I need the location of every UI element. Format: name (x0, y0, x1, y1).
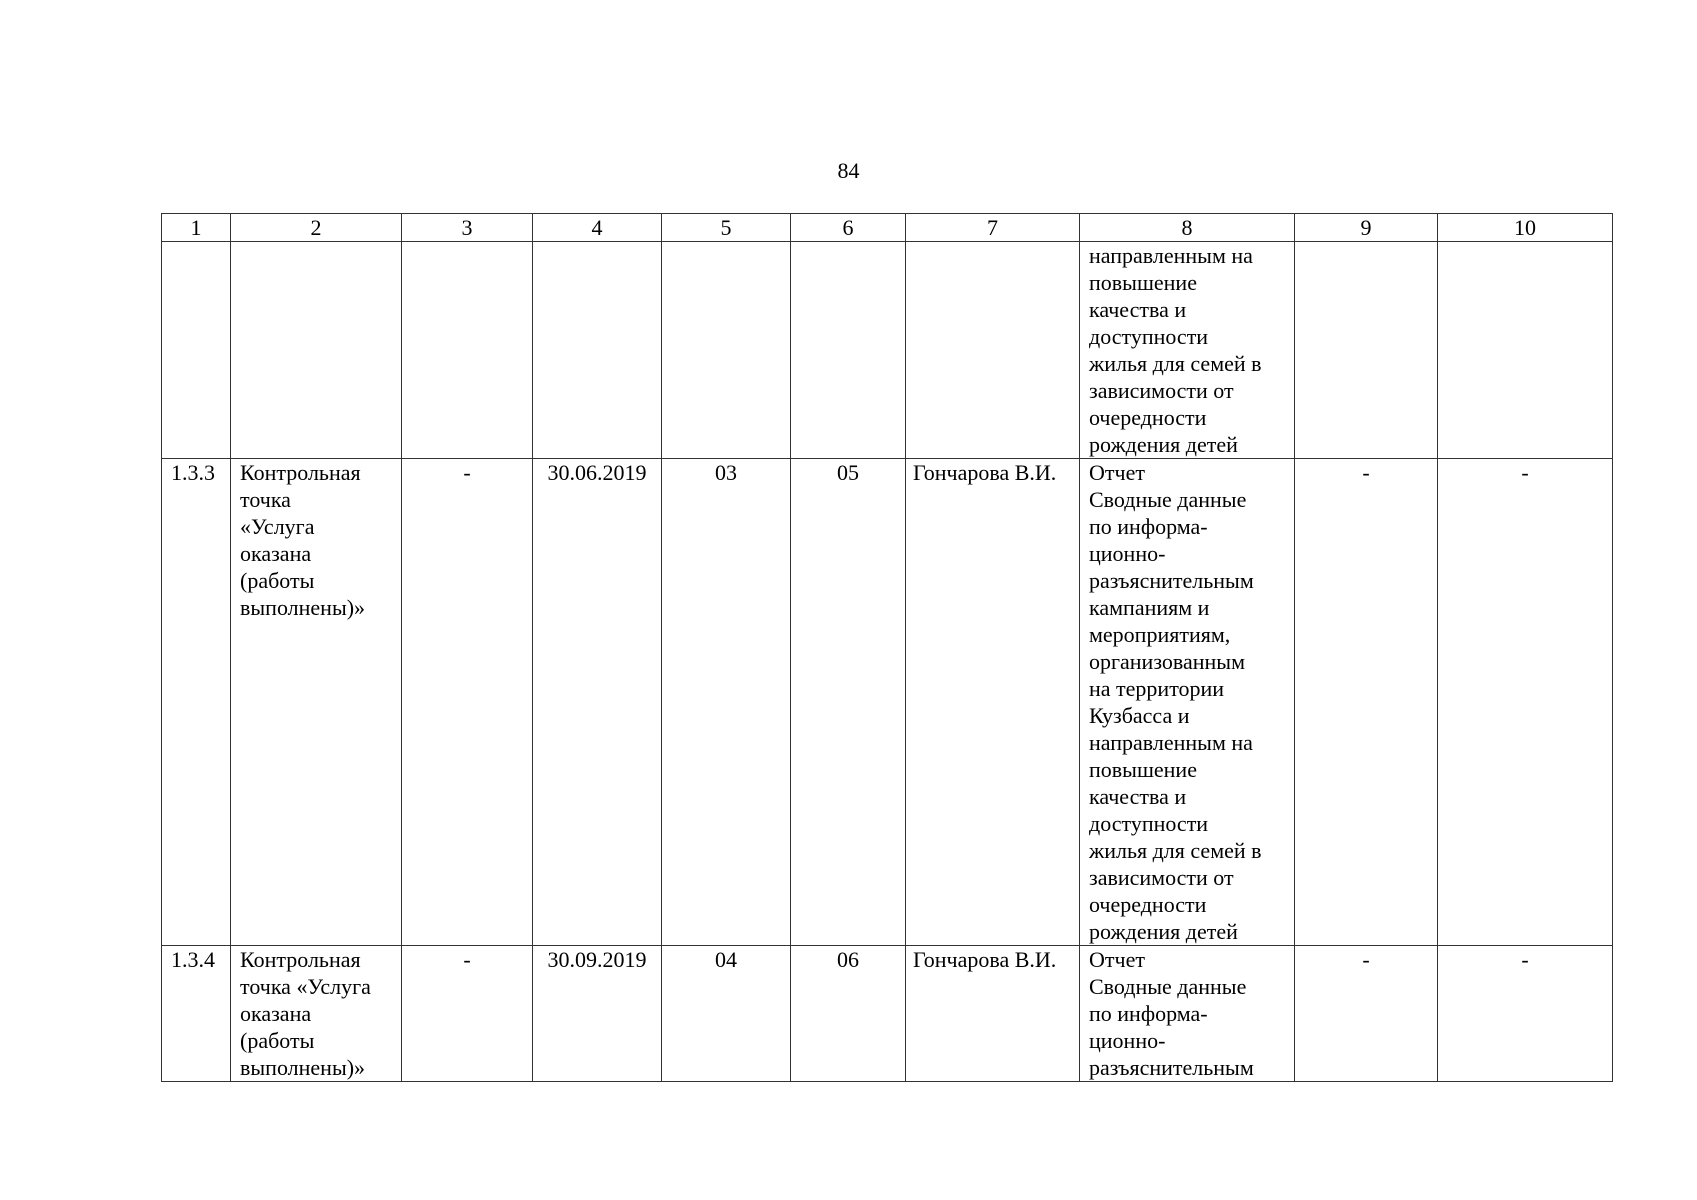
table-cell (662, 242, 791, 459)
column-header: 3 (402, 214, 533, 242)
table-cell (1295, 242, 1438, 459)
table-cell (791, 242, 906, 459)
table-cell: - (402, 459, 533, 946)
column-header: 5 (662, 214, 791, 242)
table-cell: - (402, 946, 533, 1082)
table-row (162, 946, 1613, 1082)
table-row (162, 459, 1613, 946)
document-cell: Отчет Сводные данные по информа- ционно- разъяснительным (1080, 946, 1295, 1082)
column-header: 7 (906, 214, 1080, 242)
table-cell (906, 242, 1080, 459)
page-number: 84 (837, 158, 860, 183)
column-header: 2 (231, 214, 402, 242)
document-cell: направленным на повышение качества и доступности жилья для семей в зависимости от очередности рождения детей (1080, 242, 1295, 459)
header-row (162, 214, 1613, 242)
column-header: 10 (1438, 214, 1613, 242)
table-cell: - (1295, 946, 1438, 1082)
column-header: 6 (791, 214, 906, 242)
column-header: 4 (533, 214, 662, 242)
responsible-cell: Гончарова В.И. (906, 946, 1080, 1082)
table-cell (231, 242, 402, 459)
date-cell: 30.06.2019 (533, 459, 662, 946)
plan-table (161, 213, 1613, 1082)
table-cell: - (1438, 946, 1613, 1082)
table-cell: 03 (662, 459, 791, 946)
table-cell: 04 (662, 946, 791, 1082)
table-cell: 06 (791, 946, 906, 1082)
column-header: 9 (1295, 214, 1438, 242)
item-name-cell: Контрольная точка «Услуга оказана (работы выполнены)» (231, 459, 402, 946)
document-cell: Отчет Сводные данные по информа- ционно- разъяснительным кампаниям и мероприятиям, организованным на территории Кузбасса и направленным на повышение качества и доступности жилья для семей в зависимости от очередности рождения детей (1080, 459, 1295, 946)
table-cell (533, 242, 662, 459)
column-header: 1 (162, 214, 231, 242)
table-cell: 05 (791, 459, 906, 946)
continuation-row (162, 242, 1613, 459)
item-number-cell: 1.3.3 (162, 459, 231, 946)
table-cell (402, 242, 533, 459)
responsible-cell: Гончарова В.И. (906, 459, 1080, 946)
table-cell (162, 242, 231, 459)
table-cell: - (1295, 459, 1438, 946)
table-cell (1438, 242, 1613, 459)
date-cell: 30.09.2019 (533, 946, 662, 1082)
column-header: 8 (1080, 214, 1295, 242)
item-name-cell: Контрольная точка «Услуга оказана (работы выполнены)» (231, 946, 402, 1082)
item-number-cell: 1.3.4 (162, 946, 231, 1082)
table-cell: - (1438, 459, 1613, 946)
